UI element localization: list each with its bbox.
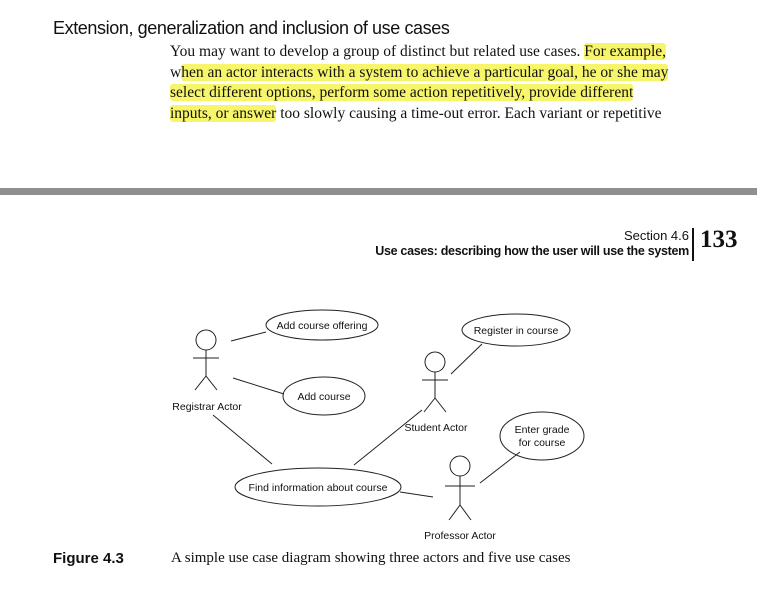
- section-subtitle: Use cases: describing how the user will use the system: [375, 244, 689, 258]
- highlighted-text: For example,: [584, 43, 667, 60]
- actor-label-professor: Professor Actor: [424, 530, 496, 542]
- use-case-label: Register in course: [473, 325, 559, 337]
- use-case-label: Add course: [297, 391, 351, 403]
- use-case-enter-grade: [500, 412, 584, 460]
- association-line: [354, 410, 422, 465]
- registrar-actor-icon: [193, 330, 219, 390]
- text-run: w: [170, 63, 182, 81]
- page-number: 133: [700, 226, 738, 253]
- section-number: Section 4.6: [623, 228, 689, 243]
- figure-caption: A simple use case diagram showing three actors and five use cases: [171, 550, 571, 566]
- actor-label-registrar: Registrar Actor: [172, 401, 242, 413]
- section-heading: Extension, generalization and inclusion of use cases: [53, 18, 450, 38]
- student-actor-icon: [422, 352, 448, 412]
- highlighted-text: inputs, or answer: [170, 104, 277, 122]
- text-run: You may want to develop a group of distinct but related use cases.: [170, 43, 585, 60]
- use-case-label: Find information about course: [248, 482, 388, 494]
- association-line: [451, 344, 482, 374]
- highlighted-text: hen an actor interacts with a system to achieve a particular goal, he or she may: [181, 63, 669, 81]
- actor-label-student: Student Actor: [404, 422, 468, 434]
- association-line: [231, 332, 266, 341]
- use-case-label: Add course offering: [276, 320, 368, 332]
- association-line: [400, 492, 433, 497]
- use-case-label: Enter grade: [514, 424, 570, 436]
- association-line: [480, 452, 520, 483]
- use-case-label: for course: [518, 437, 566, 449]
- figure-label: Figure 4.3: [53, 550, 124, 567]
- highlighted-text: select different options, perform some action repetitively, provide different: [170, 84, 634, 101]
- association-line: [233, 378, 284, 394]
- text-run: too slowly causing a time-out error. Each variant or repetitive: [276, 104, 662, 122]
- professor-actor-icon: [445, 456, 475, 520]
- association-line: [213, 415, 272, 464]
